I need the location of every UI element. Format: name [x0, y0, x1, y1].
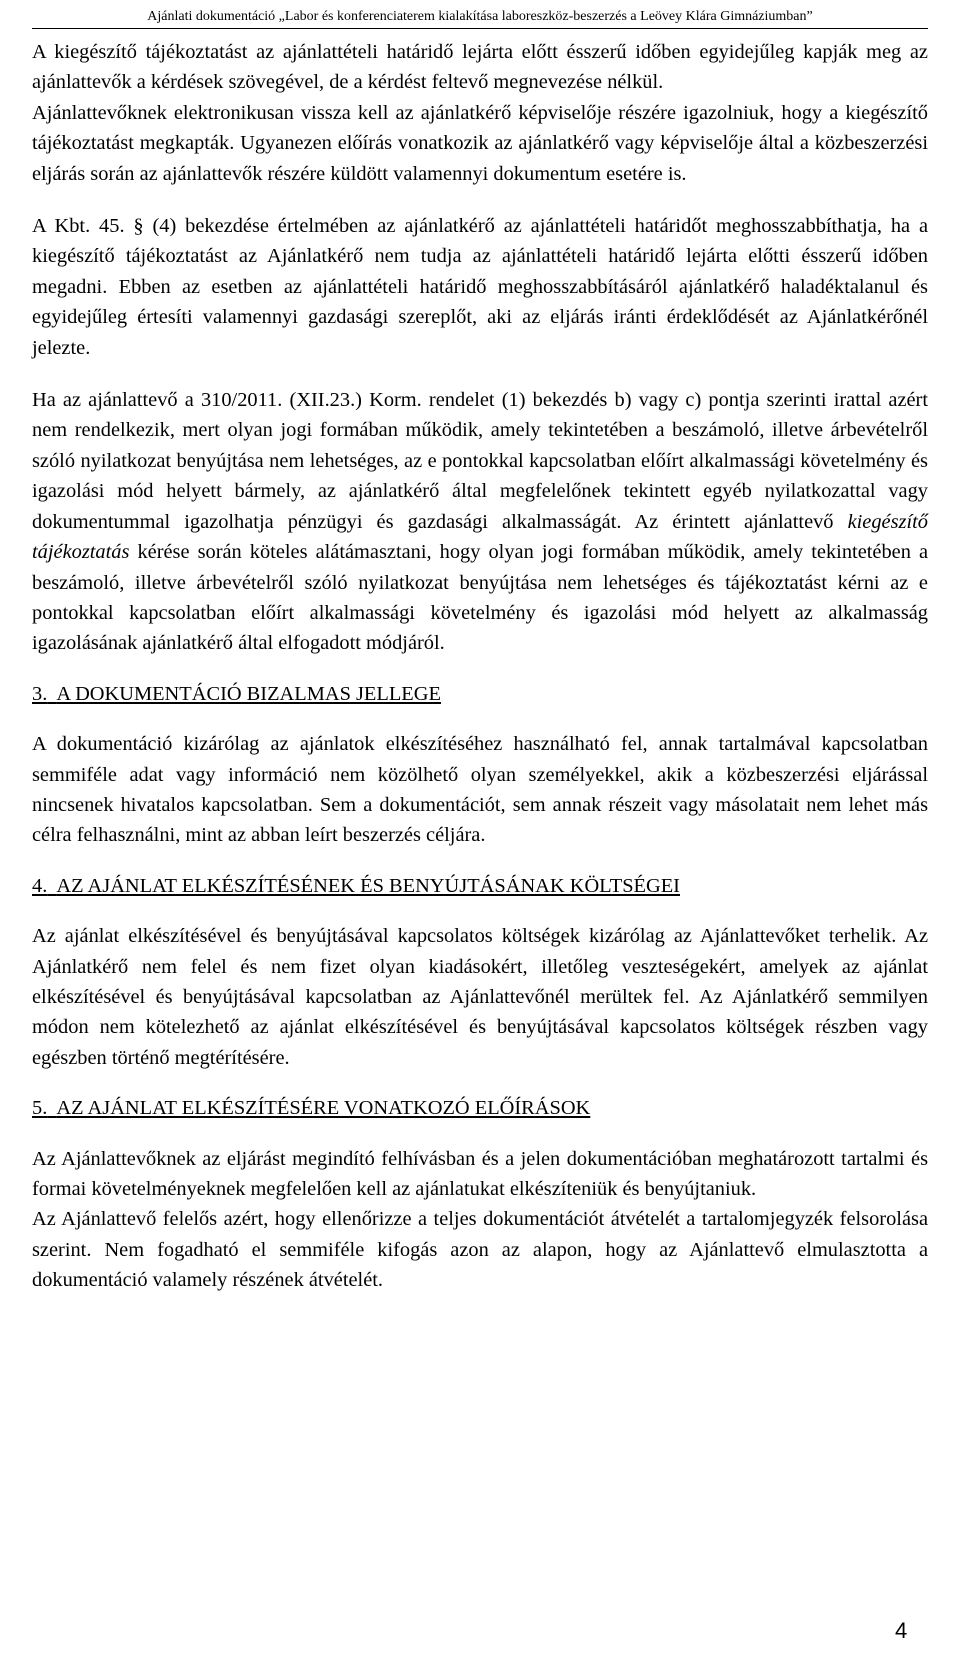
section-number: 5.: [32, 1097, 48, 1120]
document-body: [32, 37, 928, 1296]
page-number: 4: [895, 1618, 908, 1643]
section-3-paragraph: A dokumentáció kizárólag az ajánlatok elkészítéséhez használható fel, annak tartalmával kapcsolatban semmiféle adat vagy információ nem közölhető olyan személyekkel, akik a közbeszerzési eljárással nincsenek hivatalos kapcsolatban. Sem a dokumentációt, sem annak részeit vagy másolatait nem lehet más célra felhasználni, mint az abban leírt beszerzés céljára.: [32, 733, 928, 847]
paragraph-deadline-extension: A Kbt. 45. § (4) bekezdése értelmében az ajánlatkérő az ajánlattételi határidőt meghosszabbíthatja, ha a kiegészítő tájékoztatást az Ajánlatkérő nem tudja az ajánlattételi határidő lejárta előtti ésszerű időben megadni. Ebben az esetben az ajánlattételi határidő meghosszabbításáról ajánlatkérő haladéktalanul és egyidejűleg értesíti valamennyi gazdasági szereplőt, aki az eljárás iránti érdeklődését az Ajánlatkérőnél jelezte.: [32, 215, 928, 359]
section-5-paragraph-1: Az Ajánlattevőknek az eljárást megindító felhívásban és a jelen dokumentációban meghatározott tartalmi és formai követelményeknek megfelelően kell az ajánlatukat elkészíteniük és benyújtaniuk.: [32, 1147, 928, 1200]
section-number: 4.: [32, 874, 48, 897]
section-heading-5: [32, 1093, 928, 1123]
section-heading-3: [32, 679, 928, 709]
paragraph-legal-form-part-b: kérése során köteles alátámasztani, hogy olyan jogi formában működik, amely tekintetében a beszámoló, illetve árbevételről szóló nyilatkozat benyújtása nem lehetséges és tájékoztatást kérni az e pontokkal kapcsolatban előírt alkalmassági követelmény és igazolási mód helyett az alkalmasság igazolásának ajánlatkérő által elfogadott módjáról.: [32, 541, 928, 655]
paragraph-legal-form: [32, 385, 928, 659]
paragraph-electronic-confirmation: Ajánlattevőknek elektronikusan vissza kell az ajánlatkérő képviselője részére igazolniuk, hogy a kiegészítő tájékoztatást megkapták. Ugyanezen előírás vonatkozik az ajánlatkérő vagy képviselője által a közbeszerzési eljárás során az ajánlattevők részére küldött valamennyi dokumentum esetére is.: [32, 101, 928, 185]
running-header: Ajánlati dokumentáció „Labor és konferenciaterem kialakítása laboreszköz-beszerzés a Leövey Klára Gimnáziumban”: [147, 9, 813, 24]
section-5-paragraph-2: Az Ajánlattevő felelős azért, hogy ellenőrizze a teljes dokumentációt átvételét a tartalomjegyzék felsorolása szerint. Nem fogadható el semmiféle kifogás azon az alapon, hogy az Ajánlattevő elmulasztotta a dokumentáció valamely részének átvételét.: [32, 1208, 928, 1292]
section-4-paragraph: Az ajánlat elkészítésével és benyújtásával kapcsolatos költségek kizárólag az Ajánlattevőket terhelik. Az Ajánlatkérő nem felel és nem fizet olyan kiadásokért, illetőleg veszteségekért, amelyek az ajánlat elkészítésével és benyújtásával kapcsolatban az Ajánlattevőnél merültek fel. Az Ajánlatkérő semmilyen módon nem kötelezhető az ajánlat elkészítésével és benyújtásával kapcsolatos költségek részben vagy egészben történő megtérítésére.: [32, 925, 928, 1069]
section-number: 3.: [32, 682, 48, 705]
section-title: A DOKUMENTÁCIÓ BIZALMAS JELLEGE: [56, 682, 441, 705]
paragraph-legal-form-emphasis: kiegészítő tájékoztatás: [32, 510, 928, 564]
section-title: AZ AJÁNLAT ELKÉSZÍTÉSÉNEK ÉS BENYÚJTÁSÁNAK KÖLTSÉGEI: [56, 874, 680, 897]
section-title: AZ AJÁNLAT ELKÉSZÍTÉSÉRE VONATKOZÓ ELŐÍRÁSOK: [56, 1097, 591, 1120]
paragraph-supplementary-info: A kiegészítő tájékoztatást az ajánlattételi határidő lejárta előtt ésszerű időben egyidejűleg kapják meg az ajánlattevők a kérdések szövegével, de a kérdést feltevő megnevezése nélkül.: [32, 41, 928, 94]
header-divider: [32, 28, 928, 29]
paragraph-legal-form-part-a: Ha az ajánlattevő a 310/2011. (XII.23.) Korm. rendelet (1) bekezdés b) vagy c) pontja szerinti irattal azért nem rendelkezik, mert olyan jogi formában működik, amely tekintetében a beszámoló, illetve árbevételről szóló nyilatkozat benyújtása nem lehetséges, az e pontokkal kapcsolatban előírt alkalmassági követelmény és igazolási mód helyett bármely, az ajánlatkérő által megfelelőnek tekintett egyéb nyilatkozattal vagy dokumentummal igazolhatja pénzügyi és gazdasági alkalmasságát. Az érintett ajánlattevő: [32, 389, 928, 533]
section-heading-4: [32, 871, 928, 901]
